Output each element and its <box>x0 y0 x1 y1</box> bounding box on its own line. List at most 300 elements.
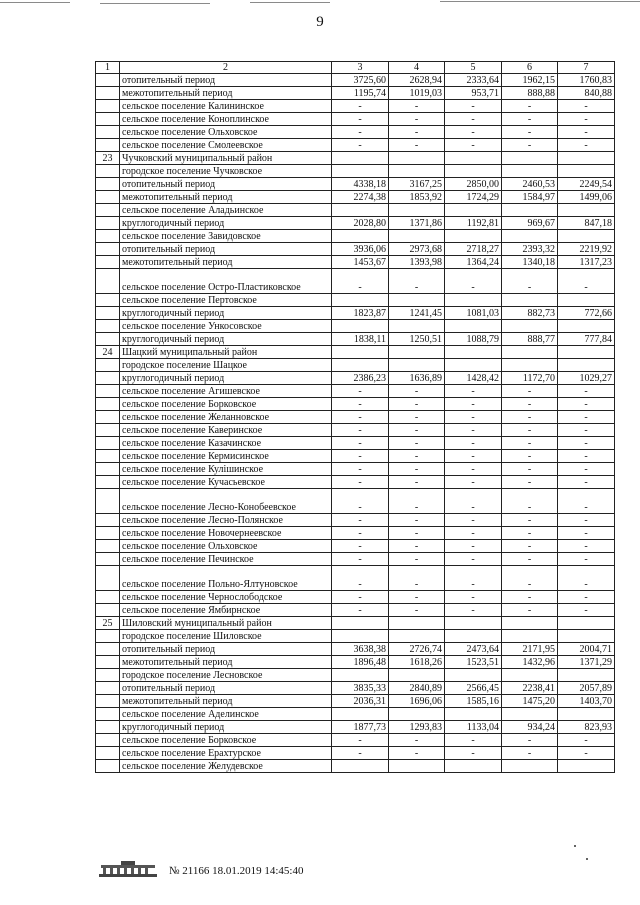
value-cell: - <box>502 100 558 113</box>
table-row <box>96 708 615 721</box>
value-cell <box>389 669 445 682</box>
table-row <box>96 553 615 566</box>
row-name-cell: городское поселение Чучковское <box>120 165 332 178</box>
row-name-cell: сельское поселение Лесно-Полянское <box>120 514 332 527</box>
row-name-cell: сельское поселение Аладьинское <box>120 204 332 217</box>
value-cell <box>332 669 389 682</box>
value-cell: - <box>389 604 445 617</box>
value-cell: 1618,26 <box>389 656 445 669</box>
row-number-cell <box>96 540 120 553</box>
value-cell: - <box>445 527 502 540</box>
row-number-cell <box>96 514 120 527</box>
value-cell: 1696,06 <box>389 695 445 708</box>
value-cell: - <box>558 269 615 294</box>
table-row <box>96 191 615 204</box>
table-row <box>96 489 615 514</box>
table-row <box>96 695 615 708</box>
value-cell <box>332 230 389 243</box>
value-cell: 1428,42 <box>445 372 502 385</box>
row-name-cell: сельское поселение Каверинское <box>120 424 332 437</box>
row-number-cell <box>96 489 120 514</box>
row-name-cell: круглогодичный период <box>120 333 332 346</box>
value-cell: 1293,83 <box>389 721 445 734</box>
value-cell <box>389 320 445 333</box>
value-cell <box>389 708 445 721</box>
row-name-cell: отопительный период <box>120 178 332 191</box>
value-cell: 1250,51 <box>389 333 445 346</box>
value-cell <box>332 165 389 178</box>
row-name-cell: сельское поселение Кучасьевское <box>120 476 332 489</box>
table-row <box>96 540 615 553</box>
value-cell <box>502 359 558 372</box>
value-cell: 2028,80 <box>332 217 389 230</box>
table-row <box>96 320 615 333</box>
value-cell: 2274,38 <box>332 191 389 204</box>
value-cell <box>558 760 615 773</box>
value-cell <box>502 320 558 333</box>
value-cell: - <box>558 604 615 617</box>
value-cell: 1853,92 <box>389 191 445 204</box>
row-number-cell <box>96 630 120 643</box>
value-cell <box>332 152 389 165</box>
value-cell <box>445 320 502 333</box>
header-cell: 1 <box>96 62 120 74</box>
value-cell <box>502 165 558 178</box>
row-number-cell <box>96 204 120 217</box>
value-cell: 1636,89 <box>389 372 445 385</box>
value-cell: 888,77 <box>502 333 558 346</box>
value-cell: 1403,70 <box>558 695 615 708</box>
value-cell <box>445 760 502 773</box>
value-cell <box>332 346 389 359</box>
value-cell: 1499,06 <box>558 191 615 204</box>
table-row <box>96 527 615 540</box>
row-name-cell: сельское поселение Пертовское <box>120 294 332 307</box>
table-row <box>96 87 615 100</box>
value-cell: - <box>389 126 445 139</box>
value-cell: - <box>445 747 502 760</box>
value-cell <box>389 359 445 372</box>
value-cell: 934,24 <box>502 721 558 734</box>
row-name-cell: сельское поселение Кулішинское <box>120 463 332 476</box>
value-cell <box>389 760 445 773</box>
value-cell: - <box>502 553 558 566</box>
row-name-cell: сельское поселение Агишевское <box>120 385 332 398</box>
value-cell: - <box>389 540 445 553</box>
row-name-cell: межотопительный период <box>120 87 332 100</box>
row-number-cell <box>96 450 120 463</box>
value-cell: - <box>389 476 445 489</box>
value-cell: 2473,64 <box>445 643 502 656</box>
value-cell: 1585,16 <box>445 695 502 708</box>
value-cell: - <box>332 411 389 424</box>
value-cell: 1241,45 <box>389 307 445 320</box>
value-cell: 1019,03 <box>389 87 445 100</box>
value-cell: - <box>558 450 615 463</box>
value-cell: - <box>502 591 558 604</box>
row-name-cell: сельское поселение Желанновское <box>120 411 332 424</box>
value-cell <box>332 359 389 372</box>
value-cell <box>332 760 389 773</box>
value-cell: 2004,71 <box>558 643 615 656</box>
value-cell: - <box>558 113 615 126</box>
table-row <box>96 411 615 424</box>
value-cell: - <box>445 113 502 126</box>
row-number-cell <box>96 476 120 489</box>
value-cell: - <box>389 398 445 411</box>
value-cell: - <box>332 734 389 747</box>
value-cell: - <box>445 476 502 489</box>
table-row <box>96 437 615 450</box>
row-number-cell <box>96 424 120 437</box>
value-cell <box>445 617 502 630</box>
value-cell: - <box>332 269 389 294</box>
value-cell: - <box>445 139 502 152</box>
value-cell: - <box>389 514 445 527</box>
row-number-cell <box>96 269 120 294</box>
value-cell: - <box>445 514 502 527</box>
value-cell <box>389 230 445 243</box>
value-cell: 1877,73 <box>332 721 389 734</box>
value-cell: - <box>389 450 445 463</box>
value-cell: - <box>502 604 558 617</box>
value-cell: 2333,64 <box>445 74 502 87</box>
value-cell: - <box>332 398 389 411</box>
value-cell: - <box>558 476 615 489</box>
table-row <box>96 243 615 256</box>
row-number-cell <box>96 656 120 669</box>
row-number-cell <box>96 100 120 113</box>
tariff-table <box>95 61 615 773</box>
row-number-cell <box>96 307 120 320</box>
row-number-cell <box>96 708 120 721</box>
value-cell: - <box>389 463 445 476</box>
value-cell <box>332 617 389 630</box>
value-cell: 2566,45 <box>445 682 502 695</box>
value-cell: 2726,74 <box>389 643 445 656</box>
value-cell: 847,18 <box>558 217 615 230</box>
value-cell: 2249,54 <box>558 178 615 191</box>
row-number-cell <box>96 398 120 411</box>
value-cell: - <box>502 126 558 139</box>
registry-building-stamp-icon <box>95 860 161 878</box>
value-cell: - <box>389 100 445 113</box>
value-cell <box>502 669 558 682</box>
row-name-cell: сельское поселение Ольховское <box>120 540 332 553</box>
row-name-cell: круглогодичный период <box>120 372 332 385</box>
value-cell <box>558 669 615 682</box>
page-number: 9 <box>316 14 324 30</box>
row-name-cell: межотопительный период <box>120 191 332 204</box>
value-cell <box>502 630 558 643</box>
value-cell: 1172,70 <box>502 372 558 385</box>
value-cell: - <box>445 450 502 463</box>
row-number-cell <box>96 87 120 100</box>
value-cell: 777,84 <box>558 333 615 346</box>
value-cell: - <box>445 553 502 566</box>
value-cell <box>445 230 502 243</box>
value-cell <box>502 617 558 630</box>
row-number-cell <box>96 320 120 333</box>
row-name-cell: сельское поселение Лесно-Конобеевское <box>120 489 332 514</box>
value-cell <box>502 708 558 721</box>
row-name-cell: сельское поселение Завидовское <box>120 230 332 243</box>
value-cell: - <box>332 591 389 604</box>
value-cell: - <box>332 566 389 591</box>
value-cell: 823,93 <box>558 721 615 734</box>
value-cell: 4338,18 <box>332 178 389 191</box>
table-row <box>96 643 615 656</box>
value-cell: 1081,03 <box>445 307 502 320</box>
value-cell: - <box>502 411 558 424</box>
value-cell: - <box>389 566 445 591</box>
value-cell: 1371,86 <box>389 217 445 230</box>
row-name-cell: круглогодичный период <box>120 721 332 734</box>
value-cell: - <box>558 540 615 553</box>
value-cell <box>558 617 615 630</box>
row-number-cell <box>96 527 120 540</box>
table-row <box>96 747 615 760</box>
value-cell <box>558 708 615 721</box>
value-cell: 2057,89 <box>558 682 615 695</box>
value-cell: - <box>445 269 502 294</box>
table-row <box>96 721 615 734</box>
row-number-cell <box>96 256 120 269</box>
table-row <box>96 734 615 747</box>
row-number-cell <box>96 191 120 204</box>
value-cell: 3638,38 <box>332 643 389 656</box>
row-name-cell: сельское поселение Новочернеевское <box>120 527 332 540</box>
row-name-cell: сельское поселение Кермисинское <box>120 450 332 463</box>
table-row <box>96 630 615 643</box>
value-cell <box>445 708 502 721</box>
value-cell: - <box>558 398 615 411</box>
value-cell: - <box>558 734 615 747</box>
row-name-cell: городское поселение Шацкое <box>120 359 332 372</box>
value-cell: 882,73 <box>502 307 558 320</box>
row-name-cell: сельское поселение Желудевское <box>120 760 332 773</box>
value-cell: 2628,94 <box>389 74 445 87</box>
value-cell: - <box>558 463 615 476</box>
value-cell: 1760,83 <box>558 74 615 87</box>
value-cell: - <box>332 113 389 126</box>
value-cell: - <box>332 450 389 463</box>
value-cell: 3167,25 <box>389 178 445 191</box>
value-cell: - <box>502 269 558 294</box>
value-cell: 1962,15 <box>502 74 558 87</box>
row-name-cell: Шиловский муниципальный район <box>120 617 332 630</box>
row-number-cell <box>96 463 120 476</box>
value-cell: 840,88 <box>558 87 615 100</box>
row-number-cell <box>96 643 120 656</box>
value-cell: - <box>502 139 558 152</box>
value-cell <box>502 204 558 217</box>
value-cell <box>332 294 389 307</box>
table-row <box>96 74 615 87</box>
value-cell: 1475,20 <box>502 695 558 708</box>
value-cell: 2973,68 <box>389 243 445 256</box>
table-row <box>96 566 615 591</box>
row-number-cell <box>96 669 120 682</box>
row-number-cell: 24 <box>96 346 120 359</box>
value-cell <box>502 294 558 307</box>
table-row <box>96 152 615 165</box>
header-cell: 7 <box>558 62 615 74</box>
value-cell <box>445 630 502 643</box>
value-cell: 2460,53 <box>502 178 558 191</box>
row-name-cell: сельское поселение Ункосовское <box>120 320 332 333</box>
value-cell: 1896,48 <box>332 656 389 669</box>
table-row <box>96 656 615 669</box>
row-number-cell <box>96 760 120 773</box>
value-cell: - <box>502 566 558 591</box>
row-number-cell <box>96 294 120 307</box>
value-cell: - <box>558 100 615 113</box>
header-cell: 5 <box>445 62 502 74</box>
value-cell: - <box>502 113 558 126</box>
value-cell <box>502 152 558 165</box>
row-number-cell <box>96 591 120 604</box>
row-name-cell: сельское поселение Печинское <box>120 553 332 566</box>
value-cell: - <box>445 126 502 139</box>
value-cell: - <box>389 113 445 126</box>
row-name-cell: отопительный период <box>120 643 332 656</box>
table-row <box>96 100 615 113</box>
row-number-cell <box>96 139 120 152</box>
value-cell: 1393,98 <box>389 256 445 269</box>
value-cell: 1453,67 <box>332 256 389 269</box>
value-cell: - <box>389 527 445 540</box>
header-cell: 6 <box>502 62 558 74</box>
value-cell: 2850,00 <box>445 178 502 191</box>
value-cell: - <box>332 514 389 527</box>
value-cell: - <box>558 424 615 437</box>
value-cell <box>558 165 615 178</box>
value-cell <box>389 294 445 307</box>
table-row <box>96 398 615 411</box>
value-cell: 1317,23 <box>558 256 615 269</box>
value-cell: 2238,41 <box>502 682 558 695</box>
row-name-cell: городское поселение Лесновское <box>120 669 332 682</box>
row-number-cell <box>96 74 120 87</box>
value-cell: 1029,27 <box>558 372 615 385</box>
row-name-cell: сельское поселение Ерахтурское <box>120 747 332 760</box>
row-number-cell <box>96 566 120 591</box>
row-name-cell: Чучковский муниципальный район <box>120 152 332 165</box>
value-cell <box>445 165 502 178</box>
value-cell: 1823,87 <box>332 307 389 320</box>
row-name-cell: сельское поселение Аделинское <box>120 708 332 721</box>
value-cell <box>558 294 615 307</box>
value-cell <box>389 204 445 217</box>
row-name-cell: сельское поселение Ямбирнское <box>120 604 332 617</box>
value-cell: - <box>389 591 445 604</box>
value-cell: - <box>332 385 389 398</box>
table-row <box>96 256 615 269</box>
value-cell <box>558 359 615 372</box>
value-cell: - <box>332 489 389 514</box>
table-row <box>96 424 615 437</box>
table-row <box>96 269 615 294</box>
table-row <box>96 333 615 346</box>
value-cell: - <box>332 139 389 152</box>
row-name-cell: отопительный период <box>120 74 332 87</box>
value-cell <box>389 165 445 178</box>
value-cell: - <box>389 489 445 514</box>
table-row <box>96 385 615 398</box>
value-cell: - <box>558 527 615 540</box>
row-number-cell <box>96 604 120 617</box>
value-cell: 2718,27 <box>445 243 502 256</box>
row-number-cell <box>96 217 120 230</box>
value-cell: - <box>332 527 389 540</box>
value-cell: 953,71 <box>445 87 502 100</box>
table-row <box>96 617 615 630</box>
row-name-cell: отопительный период <box>120 243 332 256</box>
value-cell <box>445 669 502 682</box>
value-cell: 1364,24 <box>445 256 502 269</box>
value-cell: - <box>558 591 615 604</box>
value-cell: 2840,89 <box>389 682 445 695</box>
table-row <box>96 463 615 476</box>
table-row <box>96 372 615 385</box>
row-name-cell: отопительный период <box>120 682 332 695</box>
value-cell: - <box>389 269 445 294</box>
header-cell: 2 <box>120 62 332 74</box>
value-cell: - <box>332 540 389 553</box>
value-cell: 3936,06 <box>332 243 389 256</box>
table-row <box>96 760 615 773</box>
value-cell: - <box>502 734 558 747</box>
value-cell: 2036,31 <box>332 695 389 708</box>
value-cell: 2393,32 <box>502 243 558 256</box>
value-cell: - <box>445 540 502 553</box>
value-cell: - <box>502 540 558 553</box>
value-cell: - <box>445 411 502 424</box>
table-row <box>96 204 615 217</box>
value-cell <box>332 204 389 217</box>
value-cell: - <box>332 747 389 760</box>
value-cell: - <box>389 553 445 566</box>
value-cell: - <box>332 100 389 113</box>
row-name-cell: сельское поселение Остро-Пластиковское <box>120 269 332 294</box>
value-cell: - <box>445 437 502 450</box>
value-cell: 1340,18 <box>502 256 558 269</box>
value-cell: - <box>558 385 615 398</box>
table-row <box>96 139 615 152</box>
value-cell: - <box>502 398 558 411</box>
value-cell: - <box>445 100 502 113</box>
value-cell: - <box>332 424 389 437</box>
row-number-cell <box>96 333 120 346</box>
row-name-cell: круглогодичный период <box>120 307 332 320</box>
value-cell: - <box>502 450 558 463</box>
value-cell: 772,66 <box>558 307 615 320</box>
row-number-cell <box>96 113 120 126</box>
value-cell: - <box>445 734 502 747</box>
value-cell: - <box>558 437 615 450</box>
row-name-cell: сельское поселение Смолеевское <box>120 139 332 152</box>
value-cell: - <box>502 476 558 489</box>
row-name-cell: Шацкий муниципальный район <box>120 346 332 359</box>
row-name-cell: межотопительный период <box>120 256 332 269</box>
value-cell: 1133,04 <box>445 721 502 734</box>
row-name-cell: сельское поселение Польно-Ялтуновское <box>120 566 332 591</box>
row-number-cell <box>96 695 120 708</box>
value-cell: 2171,95 <box>502 643 558 656</box>
row-number-cell <box>96 243 120 256</box>
table-row <box>96 450 615 463</box>
